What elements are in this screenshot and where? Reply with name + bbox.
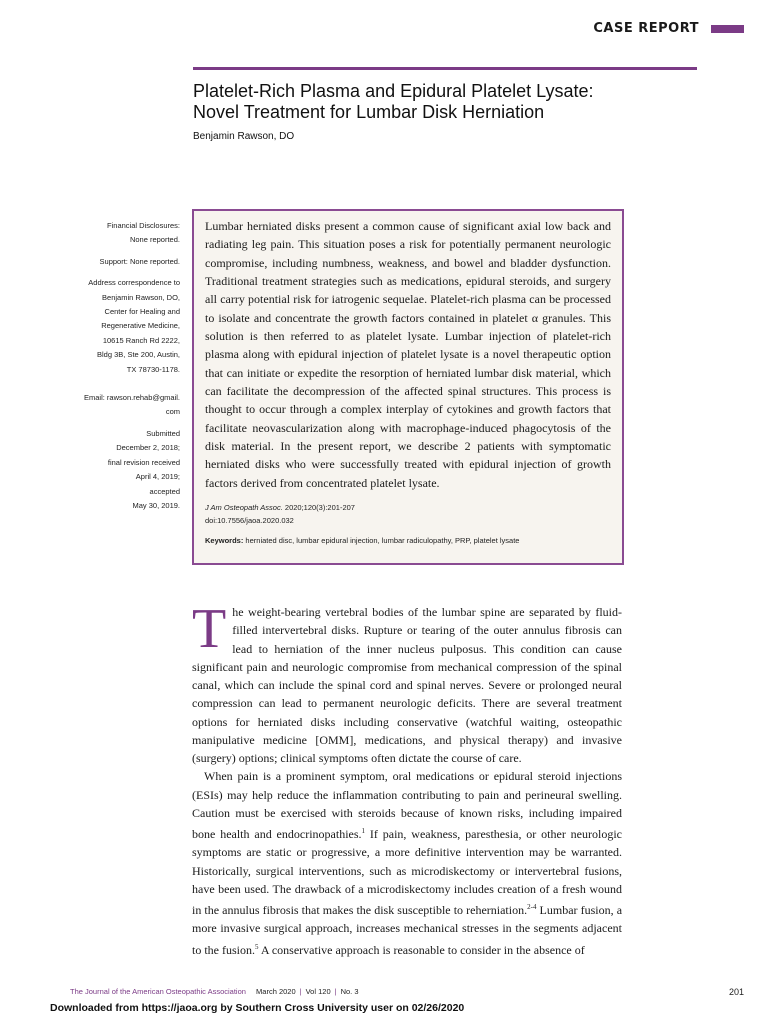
date-line: accepted (149, 486, 180, 496)
disclosures-label: Financial Disclosures: (107, 221, 180, 230)
keywords-list: herniated disc, lumbar epidural injection, lumbar radiculopathy, PRP, platelet lysate (243, 536, 520, 545)
paragraph-2-text: If pain, weakness, paresthesia, or other neurologic symptoms are static or progressive, a more definitive intervention may be warranted. Historically, surgical interventions, such as microdiskectomy or intervertebral fusions, have been used. The drawback of a microdiskectomy includes creation of a fresh wound in the annulus fibrosis that makes the disk susceptible to reherniation. (192, 827, 622, 917)
citation-journal: J Am Osteopath Assoc. (205, 503, 283, 512)
citation-volume: 2020;120(3):201-207 (282, 503, 355, 512)
address-line: Center for Healing and (104, 307, 180, 317)
reference-1[interactable]: 1 (361, 827, 366, 835)
footer-journal: The Journal of the American Osteopathic Association (70, 987, 246, 996)
article-body (192, 598, 623, 959)
footer-separator: | (334, 987, 337, 996)
section-label (593, 21, 744, 36)
paragraph-2-text: Lumbar fusion, a more invasive surgical approach, increases mechanical stresses in the segments adjacent to the fusion. (192, 903, 623, 957)
keywords-label: Keywords: (205, 536, 244, 545)
title-line-2: Novel Treatment for Lumbar Disk Herniation (193, 102, 545, 122)
reference-2-4[interactable]: 2-4 (527, 903, 537, 911)
address-line: Benjamin Rawson, DO, (102, 292, 180, 302)
disclosures-value: None reported. (129, 235, 180, 245)
paragraph-1-text: he weight-bearing vertebral bodies of the lumbar spine are separated by fluid-filled intervertebral disks. Rupture or tearing of the outer annulus fibrosis can lead to herniation of the inner nucleus pulposus. This condition can cause significant pain and neurologic compromise from mechanical compression of the spinal canal, which can include the spinal cord and spinal nerves. Severe or prolonged neural compression can lead to permanent neurologic deficits. There are several treatment options for herniated disks including conservative (watchful waiting, osteopathic manipulative medicine [OMM], medications, and physical therapy) and invasive (surgery) options; clinical symptoms often dictate the course of care. (192, 605, 622, 765)
footer-separator: | (299, 987, 302, 996)
reference-5[interactable]: 5 (255, 942, 259, 951)
title-line-1: Platelet-Rich Plasma and Epidural Platelet Lysate: (193, 81, 594, 101)
article-title (193, 81, 697, 123)
footer-volume: Vol 120 (305, 987, 331, 996)
body-paragraph-2 (192, 767, 622, 959)
page-number: 201 (728, 987, 744, 997)
keywords (205, 536, 519, 545)
date-line: December 2, 2018; (116, 443, 180, 453)
date-line: April 4, 2019; (135, 472, 180, 482)
accent-bar (711, 25, 744, 33)
address-line: TX 78730-1178. (126, 364, 180, 374)
date-line: Submitted (146, 428, 180, 438)
drop-cap: T (192, 598, 227, 660)
case-report-label: CASE REPORT (593, 21, 699, 36)
footer-date: March 2020 (256, 987, 296, 996)
title-rule (193, 67, 697, 70)
footer-issue: No. 3 (340, 987, 359, 996)
date-line: May 30, 2019. (132, 500, 180, 510)
abstract-box (192, 209, 624, 565)
email-line: com (165, 407, 180, 417)
author-name: Benjamin Rawson, DO (193, 131, 295, 142)
citation (205, 501, 355, 527)
date-line: final revision received (107, 457, 180, 467)
article-sidebar (40, 219, 180, 513)
address-line: Address correspondence to (88, 278, 180, 288)
paragraph-2-text: A conservative approach is reasonable to consider in the absence of (258, 942, 585, 957)
address-line: Bldg 3B, Ste 200, Austin, (97, 350, 180, 360)
body-paragraph-1 (192, 598, 622, 767)
page-footer (70, 987, 744, 996)
download-note: Downloaded from https://jaoa.org by Southern Cross University user on 02/26/2020 (50, 1002, 465, 1014)
abstract-text: Lumbar herniated disks present a common cause of significant axial low back and radiating leg pain. This situation poses a risk for potentially permanent neurologic compromise, including numbness, weakness, and bowel and bladder dysfunction. Traditional treatment strategies such as medications, epidural steroids, and surgery all carry potential risk for iatrogenic sequelae. Platelet-rich plasma can be processed to isolate and concentrate the growth factors contained in platelet α granules. This solution is then referred to as platelet lysate. Lumbar injection of platelet-rich plasma along with epidural injection of platelet lysate is a novel therapeutic option that can initiate or expedite the resorption of herniated lumbar disk material, which can facilitate the decompression of the affected spinal structures. This process is thought to occur through a complex interplay of cytokines and growth factors that facilitate neovascularization along with macrophage-induced phagocytosis of the disk material. In the present report, we describe 2 patients with symptomatic herniated disks who were successfully treated with epidural injection of growth factors derived from concentrated platelet lysate. (205, 219, 611, 490)
doi-text: doi:10.7556/jaoa.2020.032 (205, 516, 294, 525)
support-text: Support: None reported. (99, 256, 180, 266)
email-line: Email: rawson.rehab@gmail. (84, 393, 180, 403)
address-line: 10615 Ranch Rd 2222, (102, 335, 180, 345)
paragraph-2-text: When pain is a prominent symptom, oral medications or epidural steroid injections (ESIs) may help reduce the inflammation contributing to pain and perineural swelling. Caution must be exercised with steroids because of known risks, including impaired bone health and endocrinopathies. (192, 769, 622, 841)
address-line: Regenerative Medicine, (101, 321, 180, 331)
